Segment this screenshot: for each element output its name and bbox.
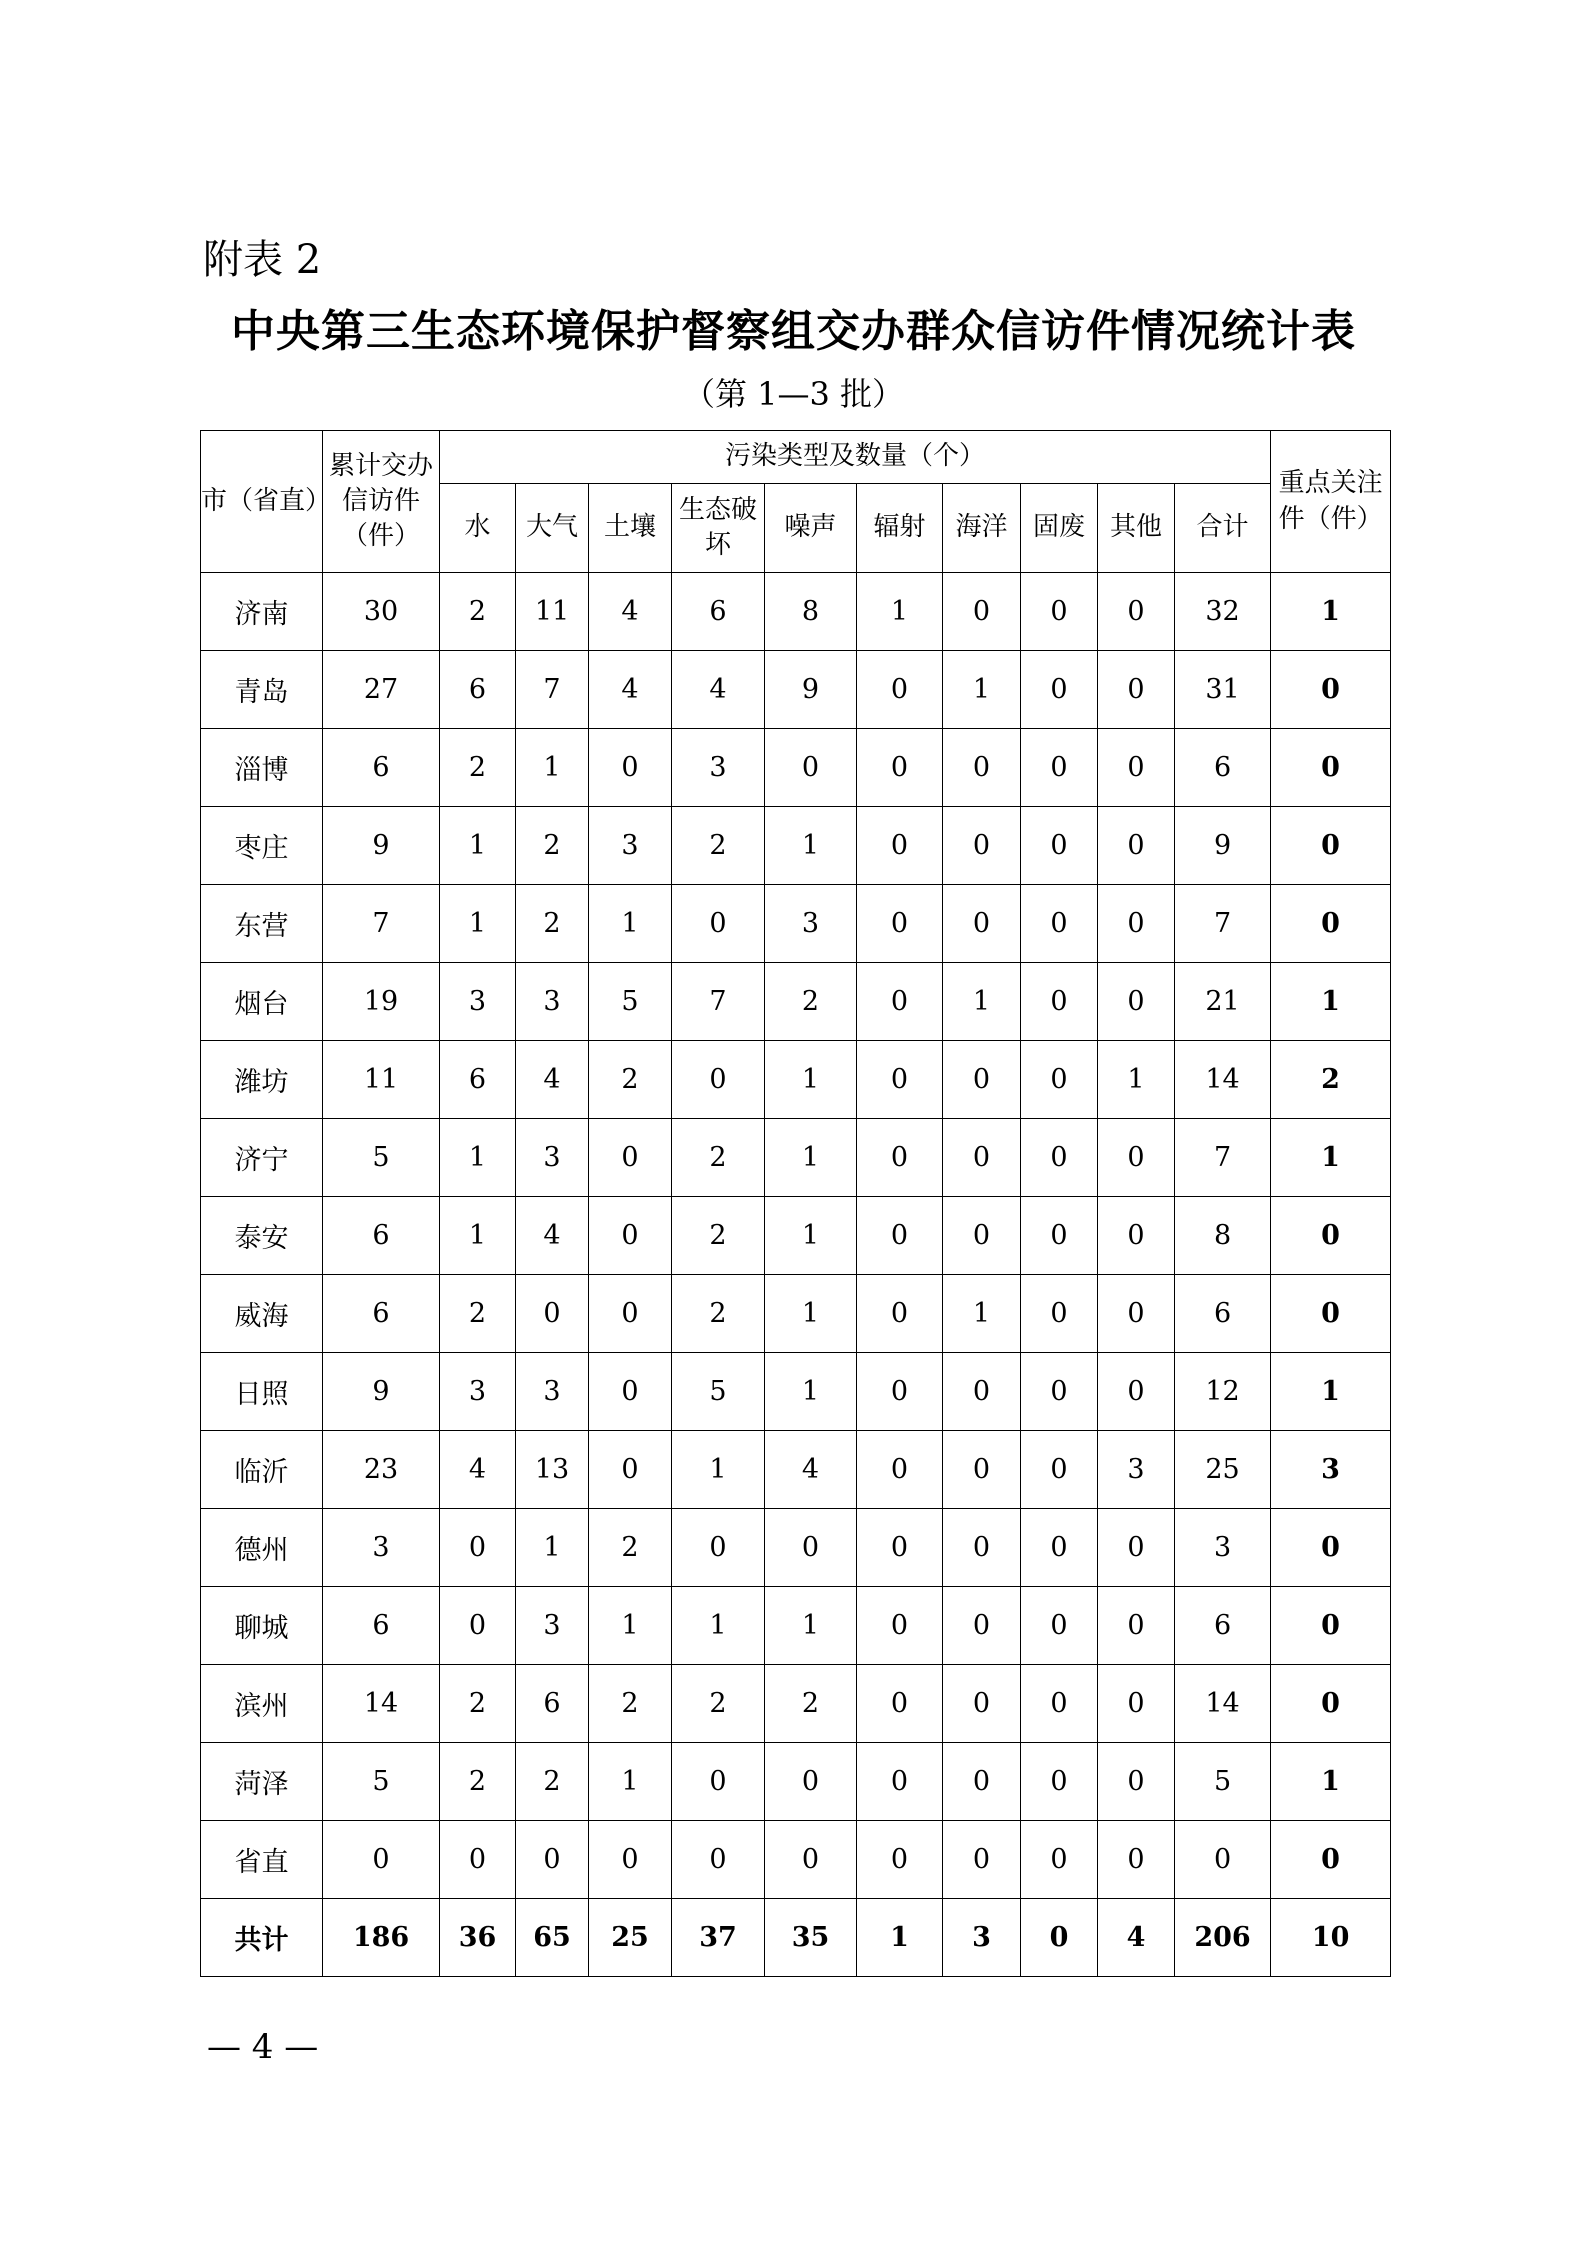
cumulative-cell: 6 <box>323 1587 440 1665</box>
type-count-cell: 6 <box>1175 1587 1271 1665</box>
key-focus-cell: 0 <box>1271 729 1391 807</box>
type-count-cell: 0 <box>1098 1353 1175 1431</box>
type-count-cell: 0 <box>672 1821 765 1899</box>
header-type: 合计 <box>1175 484 1271 573</box>
table-row <box>201 1353 1391 1431</box>
type-count-cell: 2 <box>440 1275 516 1353</box>
type-count-cell: 1 <box>765 1587 857 1665</box>
type-count-cell: 6 <box>440 651 516 729</box>
type-count-cell: 0 <box>1021 1197 1098 1275</box>
cumulative-cell: 6 <box>323 1197 440 1275</box>
type-count-cell: 0 <box>765 729 857 807</box>
type-count-cell: 1 <box>516 1509 589 1587</box>
type-count-cell: 0 <box>1021 729 1098 807</box>
type-count-cell: 0 <box>672 1743 765 1821</box>
type-count-cell: 2 <box>440 573 516 651</box>
type-count-cell: 0 <box>857 651 943 729</box>
key-focus-cell: 0 <box>1271 651 1391 729</box>
city-cell: 滨州 <box>201 1665 323 1743</box>
type-count-cell: 21 <box>1175 963 1271 1041</box>
key-focus-cell: 0 <box>1271 807 1391 885</box>
city-cell: 东营 <box>201 885 323 963</box>
type-count-cell: 0 <box>1098 885 1175 963</box>
type-count-cell: 3 <box>672 729 765 807</box>
table-row <box>201 651 1391 729</box>
type-count-cell: 0 <box>1098 963 1175 1041</box>
cumulative-cell: 9 <box>323 807 440 885</box>
type-count-cell: 5 <box>1175 1743 1271 1821</box>
type-count-cell: 206 <box>1175 1899 1271 1977</box>
type-count-cell: 1 <box>765 1119 857 1197</box>
type-count-cell: 2 <box>589 1665 672 1743</box>
key-focus-cell: 1 <box>1271 573 1391 651</box>
type-count-cell: 1 <box>1098 1041 1175 1119</box>
table-row <box>201 1197 1391 1275</box>
key-focus-cell: 10 <box>1271 1899 1391 1977</box>
document-subtitle: （第 1—3 批） <box>682 375 905 413</box>
type-count-cell: 0 <box>857 1041 943 1119</box>
city-cell: 临沂 <box>201 1431 323 1509</box>
table-row <box>201 807 1391 885</box>
type-count-cell: 0 <box>857 1431 943 1509</box>
table-row <box>201 963 1391 1041</box>
table-row <box>201 1119 1391 1197</box>
city-cell: 德州 <box>201 1509 323 1587</box>
type-count-cell: 9 <box>1175 807 1271 885</box>
type-count-cell: 14 <box>1175 1041 1271 1119</box>
type-count-cell: 0 <box>516 1821 589 1899</box>
type-count-cell: 0 <box>943 1197 1021 1275</box>
type-count-cell: 0 <box>440 1821 516 1899</box>
type-count-cell: 37 <box>672 1899 765 1977</box>
city-cell: 威海 <box>201 1275 323 1353</box>
type-count-cell: 0 <box>943 807 1021 885</box>
type-count-cell: 0 <box>1021 807 1098 885</box>
type-count-cell: 0 <box>1021 1509 1098 1587</box>
type-count-cell: 2 <box>672 1665 765 1743</box>
cumulative-cell: 19 <box>323 963 440 1041</box>
type-count-cell: 0 <box>1021 1899 1098 1977</box>
header-type: 海洋 <box>943 484 1021 573</box>
type-count-cell: 0 <box>943 1587 1021 1665</box>
city-cell: 济南 <box>201 573 323 651</box>
type-count-cell: 0 <box>943 1509 1021 1587</box>
type-count-cell: 4 <box>672 651 765 729</box>
type-count-cell: 3 <box>765 885 857 963</box>
type-count-cell: 3 <box>943 1899 1021 1977</box>
type-count-cell: 0 <box>516 1275 589 1353</box>
type-count-cell: 4 <box>589 651 672 729</box>
city-cell: 菏泽 <box>201 1743 323 1821</box>
type-count-cell: 3 <box>516 1119 589 1197</box>
type-count-cell: 2 <box>765 1665 857 1743</box>
type-count-cell: 3 <box>516 1587 589 1665</box>
type-count-cell: 0 <box>589 1431 672 1509</box>
type-count-cell: 2 <box>765 963 857 1041</box>
header-city: 市（省直） <box>201 431 323 573</box>
header-cumulative: 累计交办信访件（件） <box>323 431 440 573</box>
header-type: 大气 <box>516 484 589 573</box>
type-count-cell: 2 <box>589 1509 672 1587</box>
type-count-cell: 4 <box>589 573 672 651</box>
type-count-cell: 1 <box>440 885 516 963</box>
table-row <box>201 1509 1391 1587</box>
type-count-cell: 0 <box>1021 963 1098 1041</box>
key-focus-cell: 1 <box>1271 963 1391 1041</box>
type-count-cell: 25 <box>1175 1431 1271 1509</box>
type-count-cell: 1 <box>440 1197 516 1275</box>
type-count-cell: 8 <box>1175 1197 1271 1275</box>
type-count-cell: 1 <box>857 573 943 651</box>
cumulative-cell: 0 <box>323 1821 440 1899</box>
type-count-cell: 0 <box>1021 1275 1098 1353</box>
type-count-cell: 1 <box>857 1899 943 1977</box>
city-cell: 烟台 <box>201 963 323 1041</box>
type-count-cell: 32 <box>1175 573 1271 651</box>
type-count-cell: 6 <box>1175 1275 1271 1353</box>
type-count-cell: 8 <box>765 573 857 651</box>
type-count-cell: 3 <box>1175 1509 1271 1587</box>
type-count-cell: 2 <box>672 1275 765 1353</box>
type-count-cell: 0 <box>857 1665 943 1743</box>
type-count-cell: 0 <box>1021 1821 1098 1899</box>
key-focus-cell: 0 <box>1271 1509 1391 1587</box>
type-count-cell: 6 <box>440 1041 516 1119</box>
type-count-cell: 0 <box>1098 729 1175 807</box>
type-count-cell: 0 <box>1021 1665 1098 1743</box>
type-count-cell: 0 <box>440 1587 516 1665</box>
key-focus-cell: 0 <box>1271 1821 1391 1899</box>
table-row <box>201 1665 1391 1743</box>
type-count-cell: 3 <box>516 963 589 1041</box>
city-cell: 青岛 <box>201 651 323 729</box>
page-number: — 4 — <box>207 2027 319 2067</box>
type-count-cell: 0 <box>589 1119 672 1197</box>
type-count-cell: 11 <box>516 573 589 651</box>
type-count-cell: 0 <box>943 1821 1021 1899</box>
table-row <box>201 1821 1391 1899</box>
type-count-cell: 1 <box>589 1587 672 1665</box>
type-count-cell: 1 <box>943 963 1021 1041</box>
type-count-cell: 2 <box>672 807 765 885</box>
cumulative-cell: 5 <box>323 1743 440 1821</box>
table-row <box>201 1743 1391 1821</box>
key-focus-cell: 1 <box>1271 1119 1391 1197</box>
type-count-cell: 0 <box>1098 1587 1175 1665</box>
document-title: 中央第三生态环境保护督察组交办群众信访件情况统计表 <box>231 306 1356 357</box>
table-row <box>201 729 1391 807</box>
type-count-cell: 3 <box>440 963 516 1041</box>
type-count-cell: 7 <box>1175 885 1271 963</box>
key-focus-cell: 0 <box>1271 1197 1391 1275</box>
type-count-cell: 0 <box>943 885 1021 963</box>
city-cell: 共计 <box>201 1899 323 1977</box>
type-count-cell: 0 <box>1021 1041 1098 1119</box>
type-count-cell: 2 <box>672 1119 765 1197</box>
type-count-cell: 0 <box>1021 573 1098 651</box>
type-count-cell: 0 <box>857 1353 943 1431</box>
city-cell: 泰安 <box>201 1197 323 1275</box>
type-count-cell: 35 <box>765 1899 857 1977</box>
type-count-cell: 6 <box>672 573 765 651</box>
header-row-top <box>201 431 1391 484</box>
type-count-cell: 0 <box>589 1821 672 1899</box>
type-count-cell: 1 <box>765 1275 857 1353</box>
type-count-cell: 2 <box>589 1041 672 1119</box>
type-count-cell: 0 <box>1098 651 1175 729</box>
type-count-cell: 0 <box>1098 807 1175 885</box>
header-type: 生态破坏 <box>672 484 765 573</box>
type-count-cell: 0 <box>1098 1275 1175 1353</box>
type-count-cell: 3 <box>440 1353 516 1431</box>
type-count-cell: 0 <box>765 1821 857 1899</box>
type-count-cell: 0 <box>857 1821 943 1899</box>
type-count-cell: 0 <box>1021 1431 1098 1509</box>
type-count-cell: 5 <box>589 963 672 1041</box>
key-focus-cell: 0 <box>1271 1275 1391 1353</box>
type-count-cell: 2 <box>516 807 589 885</box>
type-count-cell: 5 <box>672 1353 765 1431</box>
type-count-cell: 2 <box>672 1197 765 1275</box>
type-count-cell: 36 <box>440 1899 516 1977</box>
type-count-cell: 0 <box>943 1665 1021 1743</box>
type-count-cell: 31 <box>1175 651 1271 729</box>
cumulative-cell: 186 <box>323 1899 440 1977</box>
key-focus-cell: 1 <box>1271 1353 1391 1431</box>
type-count-cell: 0 <box>1021 1587 1098 1665</box>
type-count-cell: 0 <box>943 1431 1021 1509</box>
type-count-cell: 7 <box>672 963 765 1041</box>
type-count-cell: 0 <box>857 963 943 1041</box>
cumulative-cell: 14 <box>323 1665 440 1743</box>
type-count-cell: 1 <box>589 1743 672 1821</box>
type-count-cell: 0 <box>589 1353 672 1431</box>
city-cell: 潍坊 <box>201 1041 323 1119</box>
type-count-cell: 0 <box>943 573 1021 651</box>
type-count-cell: 0 <box>589 1197 672 1275</box>
type-count-cell: 2 <box>440 1743 516 1821</box>
key-focus-cell: 2 <box>1271 1041 1391 1119</box>
key-focus-cell: 3 <box>1271 1431 1391 1509</box>
type-count-cell: 0 <box>1098 1665 1175 1743</box>
type-count-cell: 0 <box>857 1743 943 1821</box>
type-count-cell: 1 <box>765 1197 857 1275</box>
type-count-cell: 3 <box>516 1353 589 1431</box>
type-count-cell: 4 <box>765 1431 857 1509</box>
type-count-cell: 7 <box>516 651 589 729</box>
type-count-cell: 6 <box>1175 729 1271 807</box>
type-count-cell: 9 <box>765 651 857 729</box>
type-count-cell: 0 <box>857 1197 943 1275</box>
type-count-cell: 0 <box>1098 1119 1175 1197</box>
cumulative-cell: 23 <box>323 1431 440 1509</box>
type-count-cell: 0 <box>1021 1743 1098 1821</box>
type-count-cell: 0 <box>672 1509 765 1587</box>
statistics-table <box>200 430 1391 1977</box>
city-cell: 济宁 <box>201 1119 323 1197</box>
type-count-cell: 0 <box>857 807 943 885</box>
header-type: 水 <box>440 484 516 573</box>
type-count-cell: 0 <box>1175 1821 1271 1899</box>
type-count-cell: 1 <box>672 1431 765 1509</box>
type-count-cell: 0 <box>765 1509 857 1587</box>
cumulative-cell: 9 <box>323 1353 440 1431</box>
city-cell: 枣庄 <box>201 807 323 885</box>
type-count-cell: 0 <box>1098 1821 1175 1899</box>
type-count-cell: 0 <box>1098 1509 1175 1587</box>
type-count-cell: 65 <box>516 1899 589 1977</box>
type-count-cell: 2 <box>440 729 516 807</box>
type-count-cell: 25 <box>589 1899 672 1977</box>
key-focus-cell: 0 <box>1271 1587 1391 1665</box>
table-row <box>201 1431 1391 1509</box>
type-count-cell: 0 <box>672 1041 765 1119</box>
type-count-cell: 0 <box>857 1119 943 1197</box>
city-cell: 聊城 <box>201 1587 323 1665</box>
type-count-cell: 2 <box>516 885 589 963</box>
cumulative-cell: 30 <box>323 573 440 651</box>
type-count-cell: 0 <box>589 1275 672 1353</box>
type-count-cell: 1 <box>589 885 672 963</box>
key-focus-cell: 0 <box>1271 1665 1391 1743</box>
type-count-cell: 2 <box>440 1665 516 1743</box>
type-count-cell: 4 <box>516 1197 589 1275</box>
table-row <box>201 573 1391 651</box>
type-count-cell: 1 <box>765 807 857 885</box>
type-count-cell: 1 <box>765 1353 857 1431</box>
type-count-cell: 0 <box>589 729 672 807</box>
type-count-cell: 0 <box>857 1587 943 1665</box>
attachment-label: 附表 2 <box>203 237 322 283</box>
header-pollution-group: 污染类型及数量（个） <box>440 431 1271 484</box>
header-type: 辐射 <box>857 484 943 573</box>
type-count-cell: 0 <box>943 1041 1021 1119</box>
table-row <box>201 1275 1391 1353</box>
type-count-cell: 4 <box>440 1431 516 1509</box>
cumulative-cell: 6 <box>323 729 440 807</box>
key-focus-cell: 1 <box>1271 1743 1391 1821</box>
total-row <box>201 1899 1391 1977</box>
type-count-cell: 6 <box>516 1665 589 1743</box>
type-count-cell: 0 <box>943 1119 1021 1197</box>
type-count-cell: 0 <box>765 1743 857 1821</box>
type-count-cell: 1 <box>943 1275 1021 1353</box>
type-count-cell: 0 <box>857 1275 943 1353</box>
type-count-cell: 1 <box>516 729 589 807</box>
header-type: 土壤 <box>589 484 672 573</box>
type-count-cell: 1 <box>943 651 1021 729</box>
key-focus-cell: 0 <box>1271 885 1391 963</box>
cumulative-cell: 7 <box>323 885 440 963</box>
type-count-cell: 3 <box>589 807 672 885</box>
type-count-cell: 0 <box>857 729 943 807</box>
header-type: 其他 <box>1098 484 1175 573</box>
cumulative-cell: 11 <box>323 1041 440 1119</box>
cumulative-cell: 3 <box>323 1509 440 1587</box>
type-count-cell: 0 <box>1098 1197 1175 1275</box>
type-count-cell: 0 <box>672 885 765 963</box>
type-count-cell: 0 <box>1098 573 1175 651</box>
type-count-cell: 0 <box>943 1743 1021 1821</box>
cumulative-cell: 5 <box>323 1119 440 1197</box>
city-cell: 淄博 <box>201 729 323 807</box>
type-count-cell: 12 <box>1175 1353 1271 1431</box>
type-count-cell: 0 <box>1098 1743 1175 1821</box>
type-count-cell: 1 <box>672 1587 765 1665</box>
type-count-cell: 0 <box>1021 651 1098 729</box>
type-count-cell: 7 <box>1175 1119 1271 1197</box>
type-count-cell: 14 <box>1175 1665 1271 1743</box>
table-row <box>201 885 1391 963</box>
header-type: 固废 <box>1021 484 1098 573</box>
type-count-cell: 0 <box>1021 885 1098 963</box>
type-count-cell: 0 <box>943 1353 1021 1431</box>
type-count-cell: 13 <box>516 1431 589 1509</box>
type-count-cell: 1 <box>765 1041 857 1119</box>
header-type: 噪声 <box>765 484 857 573</box>
type-count-cell: 0 <box>943 729 1021 807</box>
city-cell: 省直 <box>201 1821 323 1899</box>
type-count-cell: 3 <box>1098 1431 1175 1509</box>
table-row <box>201 1041 1391 1119</box>
type-count-cell: 0 <box>1021 1353 1098 1431</box>
table-row <box>201 1587 1391 1665</box>
type-count-cell: 1 <box>440 807 516 885</box>
city-cell: 日照 <box>201 1353 323 1431</box>
type-count-cell: 1 <box>440 1119 516 1197</box>
header-key-focus: 重点关注件（件） <box>1271 431 1391 573</box>
cumulative-cell: 6 <box>323 1275 440 1353</box>
type-count-cell: 0 <box>857 1509 943 1587</box>
cumulative-cell: 27 <box>323 651 440 729</box>
type-count-cell: 0 <box>440 1509 516 1587</box>
table-body <box>201 573 1391 1977</box>
type-count-cell: 0 <box>857 885 943 963</box>
type-count-cell: 0 <box>1021 1119 1098 1197</box>
type-count-cell: 4 <box>1098 1899 1175 1977</box>
type-count-cell: 2 <box>516 1743 589 1821</box>
type-count-cell: 4 <box>516 1041 589 1119</box>
